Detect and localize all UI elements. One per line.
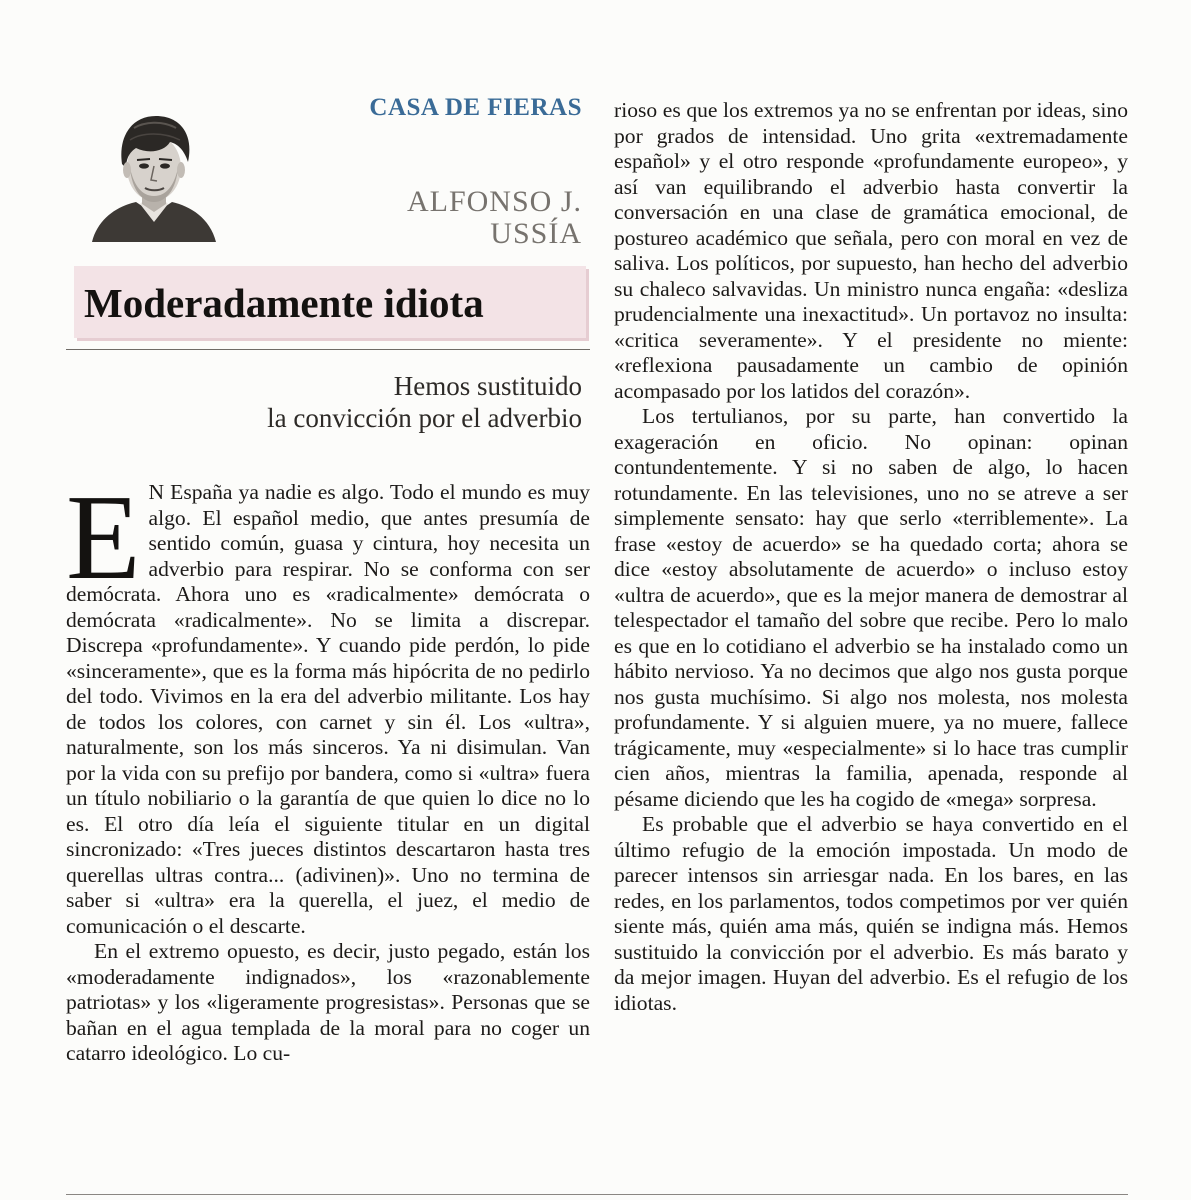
author-byline bbox=[407, 186, 582, 250]
subheadline bbox=[267, 370, 582, 434]
paragraph: Es probable que el adverbio se haya convertido en el último refugio de la emoción impostada. Un modo de parecer intensos sin arriesgar nada. En los bares, en las redes, en los parlamentos, todos competimos por ver quién siente más, quién ama más, quién se indigna más. Hemos sustituido la convicción por el adverbio. Es más barato y da mejor imagen. Huyan del adverbio. Es el refugio de los idiotas. bbox=[614, 812, 1128, 1015]
author-portrait-illustration bbox=[84, 106, 224, 242]
bottom-rule bbox=[66, 1194, 1128, 1195]
paragraph: Los tertulianos, por su parte, han convertido la exageración en oficio. No opinan: opinan contundentemente. Y si no saben de algo, lo hacen rotundamente. En las televisiones, uno no se atreve a ser simplemente sensato: hay que serlo «terriblemente». La frase «estoy de acuerdo» se ha quedado corta; ahora se dice «estoy absolutamente de acuerdo» o incluso estoy «ultra de acuerdo», que es la mejor manera de demostrar al telespectador el tamaño del sobre que recibe. Pero lo malo es que en lo cotidiano el adverbio se ha instalado como un hábito nervioso. Ya no decimos que algo nos gusta porque nos gusta muchísimo. Si algo nos molesta, nos molesta profundamente. Y si alguien muere, ya no muere, fallece trágicamente, muy «especialmente» si lo hace tras cumplir cien años, mientras la familia, apenada, responde al pésame diciendo que les ha cogido de «mega» sorpresa. bbox=[614, 404, 1128, 811]
headline-rule bbox=[66, 349, 590, 350]
paragraph bbox=[66, 470, 590, 939]
subheadline-line-2: la convicción por el adverbio bbox=[267, 403, 582, 433]
author-last-name: USSÍA bbox=[490, 217, 582, 250]
article-column-right bbox=[614, 98, 1128, 1016]
subheadline-line-1: Hemos sustituido bbox=[393, 371, 582, 401]
paragraph-text: N España ya nadie es algo. Todo el mundo es muy algo. El español medio, que antes presumía de sentido común, guasa y cintura, hoy necesita un adverbio para respirar. No se conforma con ser demócrata. Ahora uno es «radicalmente» demócrata o demócrata «radicalmente». No se limita a discrepar. Discrepa «profundamente». Y cuando pide perdón, lo pide «sinceramente», que es la forma más hipócrita de no pedirlo del todo. Vivimos en la era del adverbio militante. Los hay de todos los colores, con carnet y sin él. Los «ultra», naturalmente, son los más sinceros. Ya ni disimulan. Van por la vida con su prefijo por bandera, como si «ultra» fuera un título nobiliario o la garantía de que quien lo dice no lo es. El otro día leía el siguiente titular en un digital sincronizado: «Tres jueces distintos descartaron hasta tres querellas ultras contra... (adivinen)». Uno no termina de saber si «ultra» era la querella, el juez, el medio de comunicación o el descarte. bbox=[66, 480, 590, 938]
article-column-left bbox=[66, 470, 590, 1067]
author-first-name: ALFONSO J. bbox=[406, 185, 582, 218]
section-label: CASA DE FIERAS bbox=[369, 94, 582, 121]
drop-cap: E bbox=[66, 470, 141, 605]
headline: Moderadamente idiota bbox=[84, 280, 484, 326]
paragraph: rioso es que los extremos ya no se enfrentan por ideas, sino por grados de intensidad. Uno grita «extremadamente español» y el otro responde «profundamente europeo», y así van equilibrando el adverbio hasta convertir la conversación en una clase de gramática emocional, de postureo académico que señala, pero con moral en vez de saliva. Los políticos, por supuesto, han hecho del adverbio su chaleco salvavidas. Un ministro nunca engaña: «desliza prudencialmente una inexactitud». Un portavoz no insulta: «critica severamente». Y el presidente no miente: «reflexiona pausadamente un cambio de opinión acompasado por los latidos del corazón». bbox=[614, 98, 1128, 403]
paragraph: En el extremo opuesto, es decir, justo pegado, están los «moderadamente indignados», los «razonablemente patriotas» y los «ligeramente progresistas». Personas que se bañan en el agua templada de la moral para no coger un catarro ideológico. Lo cu- bbox=[66, 939, 590, 1065]
